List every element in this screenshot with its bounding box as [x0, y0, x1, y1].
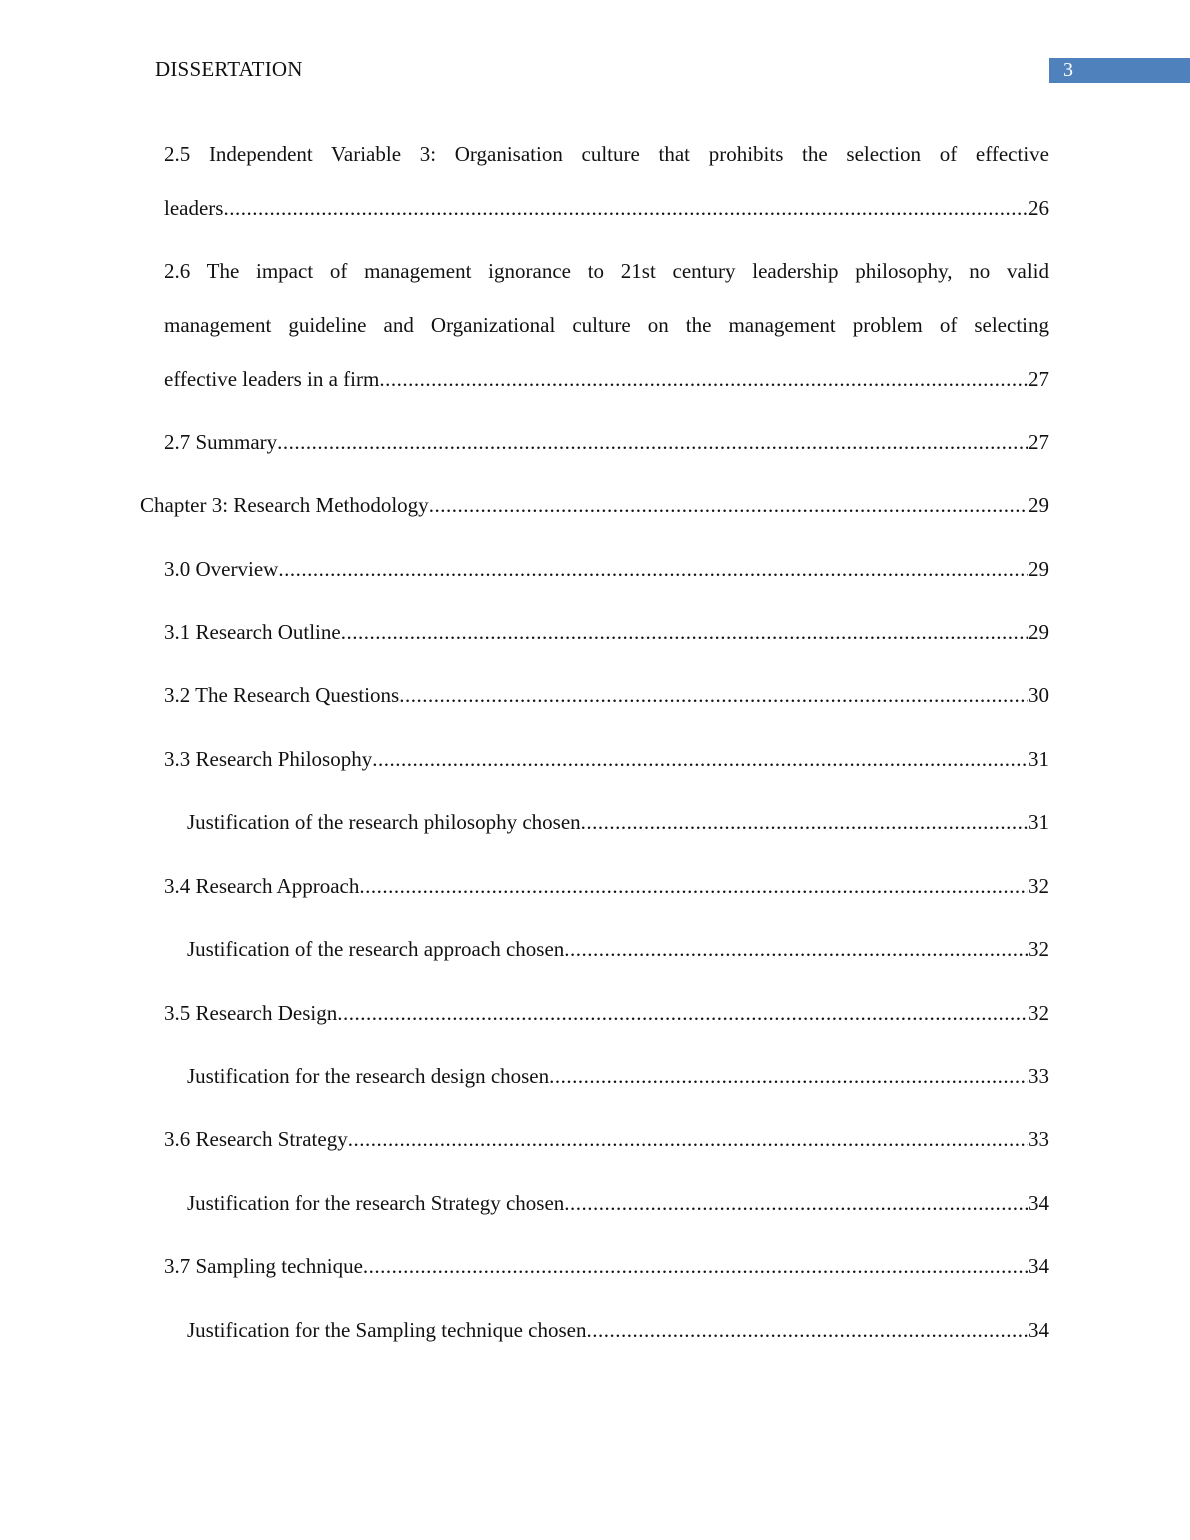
toc-entry-label: Justification for the research design chosen — [187, 1064, 550, 1088]
toc-entry-label: 3.0 Overview — [164, 557, 279, 581]
dot-leader — [581, 795, 1028, 849]
dot-leader — [337, 986, 1028, 1040]
dot-leader — [278, 542, 1028, 596]
dot-leader — [223, 181, 1028, 235]
dot-leader — [399, 668, 1028, 722]
dot-leader — [564, 1176, 1028, 1230]
toc-entry-3-4[interactable] — [164, 859, 1049, 913]
dot-leader — [379, 352, 1028, 406]
toc-entry-2-6[interactable] — [164, 352, 1049, 406]
toc-entry-page: 26 — [1028, 196, 1049, 220]
toc-entry-page: 27 — [1028, 430, 1049, 454]
toc-entry-label: 3.6 Research Strategy — [164, 1127, 348, 1151]
toc-entry-page: 34 — [1028, 1254, 1049, 1278]
dot-leader — [429, 478, 1028, 532]
toc-entry-page: 29 — [1028, 557, 1049, 581]
toc-entry-label: Justification for the research Strategy chosen — [187, 1191, 565, 1215]
toc-entry-chapter-3[interactable] — [140, 478, 1049, 532]
toc-entry-page: 27 — [1028, 367, 1049, 391]
toc-entry-label: 2.7 Summary — [164, 430, 278, 454]
toc-entry-3-2[interactable] — [164, 668, 1049, 722]
toc-entry-page: 33 — [1028, 1127, 1049, 1151]
toc-entry-page: 32 — [1028, 874, 1049, 898]
toc-entry-2-7[interactable] — [164, 415, 1049, 469]
toc-entry-3-3-justification[interactable] — [187, 795, 1049, 849]
dot-leader — [564, 922, 1028, 976]
dot-leader — [549, 1049, 1028, 1103]
toc-entry-label: 3.7 Sampling technique — [164, 1254, 363, 1278]
toc-entry-page: 31 — [1028, 747, 1049, 771]
dot-leader — [277, 415, 1028, 469]
toc-entry-page: 34 — [1028, 1191, 1049, 1215]
toc-entry-2-6-line2[interactable]: management guideline and Organizational culture on the management problem of selecting — [164, 313, 1049, 337]
toc-entry-3-5[interactable] — [164, 986, 1049, 1040]
toc-entry-label: 3.5 Research Design — [164, 1001, 338, 1025]
toc-entry-label: Justification for the Sampling technique chosen — [187, 1318, 587, 1342]
toc-entry-label: Justification of the research philosophy chosen — [187, 810, 581, 834]
toc-entry-3-0[interactable] — [164, 542, 1049, 596]
toc-entry-3-4-justification[interactable] — [187, 922, 1049, 976]
toc-entry-page: 30 — [1028, 683, 1049, 707]
toc-entry-label: 3.2 The Research Questions — [164, 683, 400, 707]
page-number-badge: 3 — [1049, 58, 1190, 83]
dot-leader — [587, 1303, 1029, 1357]
toc-entry-3-6-justification[interactable] — [187, 1176, 1049, 1230]
toc-entry-2-5[interactable] — [164, 181, 1049, 235]
toc-entry-2-6-line1[interactable]: 2.6 The impact of management ignorance to 21st century leadership philosophy, no valid — [164, 259, 1049, 283]
toc-entry-page: 31 — [1028, 810, 1049, 834]
toc-entry-page: 34 — [1028, 1318, 1049, 1342]
toc-entry-label: 3.3 Research Philosophy — [164, 747, 373, 771]
toc-entry-3-1[interactable] — [164, 605, 1049, 659]
toc-entry-page: 29 — [1028, 620, 1049, 644]
toc-entry-label: leaders — [164, 196, 224, 220]
toc-entry-2-5-line1[interactable]: 2.5 Independent Variable 3: Organisation culture that prohibits the selection of effective — [164, 142, 1049, 166]
dot-leader — [363, 1239, 1028, 1293]
toc-entry-3-5-justification[interactable] — [187, 1049, 1049, 1103]
toc-entry-label: 3.1 Research Outline — [164, 620, 341, 644]
dot-leader — [359, 859, 1028, 913]
header-title: DISSERTATION — [155, 57, 303, 81]
toc-entry-label: 3.4 Research Approach — [164, 874, 360, 898]
toc-entry-label: Justification of the research approach chosen — [187, 937, 565, 961]
toc-entry-page: 32 — [1028, 1001, 1049, 1025]
toc-entry-page: 29 — [1028, 493, 1049, 517]
dot-leader — [341, 605, 1028, 659]
dot-leader — [348, 1112, 1028, 1166]
toc-entry-3-3[interactable] — [164, 732, 1049, 786]
toc-entry-page: 33 — [1028, 1064, 1049, 1088]
toc-entry-3-6[interactable] — [164, 1112, 1049, 1166]
dot-leader — [372, 732, 1028, 786]
toc-entry-label: effective leaders in a firm — [164, 367, 380, 391]
toc-entry-label: Chapter 3: Research Methodology — [140, 493, 429, 517]
toc-entry-page: 32 — [1028, 937, 1049, 961]
toc-entry-3-7-justification[interactable] — [187, 1303, 1049, 1357]
toc-entry-3-7[interactable] — [164, 1239, 1049, 1293]
